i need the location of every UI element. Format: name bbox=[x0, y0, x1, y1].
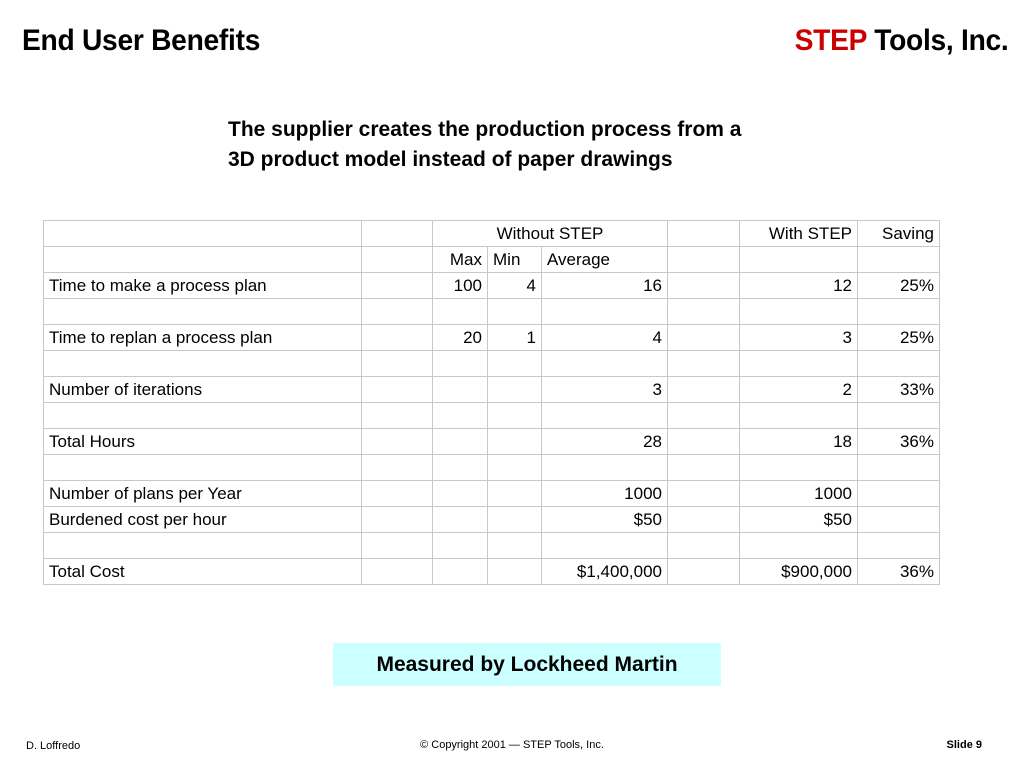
spacer-cell bbox=[362, 507, 433, 533]
row-label: Burdened cost per hour bbox=[44, 507, 362, 533]
spacer-cell bbox=[362, 377, 433, 403]
cell-saving bbox=[858, 507, 940, 533]
header-empty bbox=[668, 221, 740, 247]
cell-min bbox=[488, 507, 542, 533]
cell-average bbox=[542, 351, 668, 377]
cell-saving bbox=[858, 351, 940, 377]
cell-max bbox=[433, 429, 488, 455]
spacer-cell bbox=[362, 481, 433, 507]
brand-accent: STEP bbox=[794, 24, 867, 57]
cell-saving: 33% bbox=[858, 377, 940, 403]
table-row bbox=[44, 559, 940, 585]
cell-saving: 36% bbox=[858, 559, 940, 585]
brand-rest: Tools, Inc. bbox=[866, 24, 1008, 57]
cell-saving bbox=[858, 403, 940, 429]
spacer-cell bbox=[362, 559, 433, 585]
cell-with-step bbox=[740, 403, 858, 429]
cell-with-step: 18 bbox=[740, 429, 858, 455]
table-row bbox=[44, 455, 940, 481]
cell-min: 4 bbox=[488, 273, 542, 299]
cell-saving bbox=[858, 533, 940, 559]
cell-max bbox=[433, 533, 488, 559]
header-empty bbox=[740, 247, 858, 273]
cell-average: 28 bbox=[542, 429, 668, 455]
cell-with-step bbox=[740, 533, 858, 559]
cell-min bbox=[488, 429, 542, 455]
cell-max: 100 bbox=[433, 273, 488, 299]
spacer-cell bbox=[668, 507, 740, 533]
cell-max bbox=[433, 455, 488, 481]
header-average: Average bbox=[542, 247, 668, 273]
cell-min: 1 bbox=[488, 325, 542, 351]
footer-slide-number: Slide 9 bbox=[946, 739, 982, 751]
header-empty bbox=[668, 247, 740, 273]
table-row bbox=[44, 325, 940, 351]
row-label bbox=[44, 533, 362, 559]
footer-author: D. Loffredo bbox=[26, 740, 81, 752]
cell-min bbox=[488, 533, 542, 559]
header-without-step: Without STEP bbox=[433, 221, 668, 247]
source-note: Measured by Lockheed Martin bbox=[333, 643, 721, 686]
intro-text bbox=[228, 115, 741, 175]
header-empty bbox=[44, 247, 362, 273]
cell-average bbox=[542, 299, 668, 325]
spacer-cell bbox=[362, 351, 433, 377]
footer-copyright: © Copyright 2001 — STEP Tools, Inc. bbox=[420, 739, 604, 751]
cell-max: 20 bbox=[433, 325, 488, 351]
spacer-cell bbox=[362, 325, 433, 351]
cell-average: 1000 bbox=[542, 481, 668, 507]
cell-max bbox=[433, 351, 488, 377]
cell-average: 4 bbox=[542, 325, 668, 351]
cell-max bbox=[433, 377, 488, 403]
header-with-step: With STEP bbox=[740, 221, 858, 247]
cell-with-step bbox=[740, 299, 858, 325]
spacer-cell bbox=[668, 559, 740, 585]
row-label: Number of iterations bbox=[44, 377, 362, 403]
cell-with-step: 12 bbox=[740, 273, 858, 299]
cell-min bbox=[488, 377, 542, 403]
intro-line-1: The supplier creates the production process from a bbox=[228, 118, 742, 141]
spacer-cell bbox=[668, 429, 740, 455]
row-label bbox=[44, 351, 362, 377]
table-row bbox=[44, 351, 940, 377]
row-label: Number of plans per Year bbox=[44, 481, 362, 507]
spacer-cell bbox=[362, 533, 433, 559]
cell-saving: 25% bbox=[858, 273, 940, 299]
cell-saving: 36% bbox=[858, 429, 940, 455]
table-row bbox=[44, 481, 940, 507]
row-label: Time to make a process plan bbox=[44, 273, 362, 299]
header-empty bbox=[858, 247, 940, 273]
spacer-cell bbox=[362, 299, 433, 325]
spacer-cell bbox=[668, 455, 740, 481]
header-max: Max bbox=[433, 247, 488, 273]
spacer-cell bbox=[668, 403, 740, 429]
table-row bbox=[44, 299, 940, 325]
cell-min bbox=[488, 299, 542, 325]
row-label: Time to replan a process plan bbox=[44, 325, 362, 351]
cell-min bbox=[488, 481, 542, 507]
header-empty bbox=[362, 221, 433, 247]
row-label bbox=[44, 455, 362, 481]
intro-line-2: 3D product model instead of paper drawings bbox=[228, 148, 673, 171]
cell-min bbox=[488, 559, 542, 585]
cell-average: 16 bbox=[542, 273, 668, 299]
header-row-groups bbox=[44, 221, 940, 247]
cell-with-step bbox=[740, 351, 858, 377]
cell-max bbox=[433, 507, 488, 533]
spacer-cell bbox=[668, 481, 740, 507]
spacer-cell bbox=[668, 377, 740, 403]
cell-with-step: $900,000 bbox=[740, 559, 858, 585]
row-label: Total Cost bbox=[44, 559, 362, 585]
cell-with-step bbox=[740, 455, 858, 481]
row-label bbox=[44, 403, 362, 429]
spacer-cell bbox=[362, 403, 433, 429]
row-label: Total Hours bbox=[44, 429, 362, 455]
spacer-cell bbox=[362, 429, 433, 455]
header-min: Min bbox=[488, 247, 542, 273]
cell-average: $50 bbox=[542, 507, 668, 533]
brand-logo bbox=[794, 24, 1008, 58]
cell-max bbox=[433, 299, 488, 325]
row-label bbox=[44, 299, 362, 325]
cell-min bbox=[488, 455, 542, 481]
cell-with-step: $50 bbox=[740, 507, 858, 533]
table-row bbox=[44, 429, 940, 455]
header-row-subcolumns bbox=[44, 247, 940, 273]
table-row bbox=[44, 377, 940, 403]
cell-average: 3 bbox=[542, 377, 668, 403]
table-row bbox=[44, 533, 940, 559]
table-row bbox=[44, 507, 940, 533]
cell-max bbox=[433, 559, 488, 585]
cell-saving bbox=[858, 455, 940, 481]
spacer-cell bbox=[668, 351, 740, 377]
cell-average bbox=[542, 533, 668, 559]
table-row bbox=[44, 273, 940, 299]
cell-with-step: 2 bbox=[740, 377, 858, 403]
cell-average bbox=[542, 403, 668, 429]
header-empty bbox=[44, 221, 362, 247]
table-row bbox=[44, 403, 940, 429]
header-saving: Saving bbox=[858, 221, 940, 247]
cell-saving bbox=[858, 481, 940, 507]
cell-average: $1,400,000 bbox=[542, 559, 668, 585]
cell-min bbox=[488, 351, 542, 377]
spacer-cell bbox=[668, 273, 740, 299]
benefits-table bbox=[43, 220, 940, 585]
cell-saving bbox=[858, 299, 940, 325]
spacer-cell bbox=[668, 299, 740, 325]
spacer-cell bbox=[362, 273, 433, 299]
spacer-cell bbox=[668, 533, 740, 559]
cell-with-step: 3 bbox=[740, 325, 858, 351]
spacer-cell bbox=[362, 455, 433, 481]
cell-with-step: 1000 bbox=[740, 481, 858, 507]
header-empty bbox=[362, 247, 433, 273]
cell-max bbox=[433, 481, 488, 507]
cell-saving: 25% bbox=[858, 325, 940, 351]
spacer-cell bbox=[668, 325, 740, 351]
cell-min bbox=[488, 403, 542, 429]
slide-title: End User Benefits bbox=[22, 24, 261, 57]
cell-average bbox=[542, 455, 668, 481]
cell-max bbox=[433, 403, 488, 429]
